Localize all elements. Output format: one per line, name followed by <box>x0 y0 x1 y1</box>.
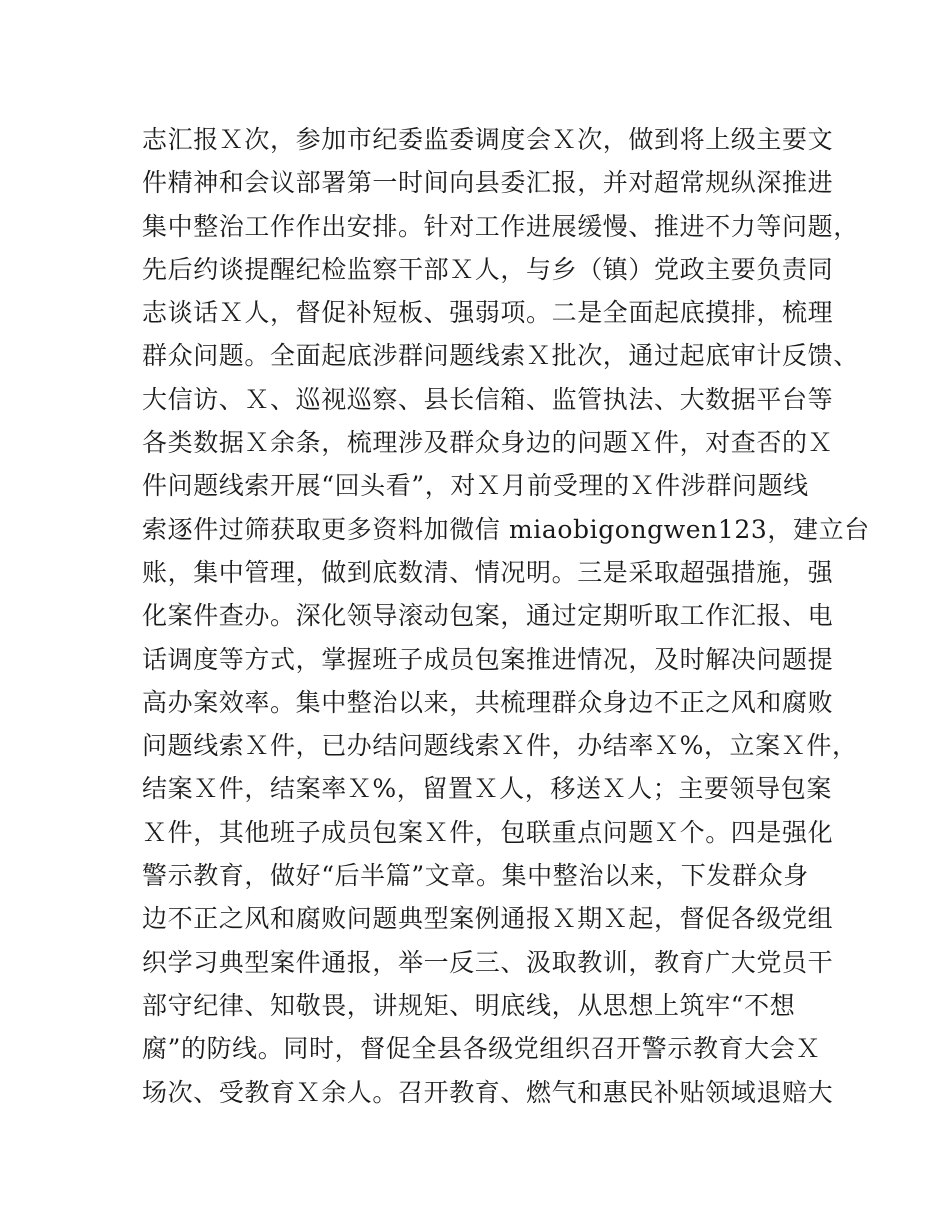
text-line: 件精神和会议部署第一时间向县委汇报，并对超常规纵深推进 <box>142 168 834 198</box>
text-line: 织学习典型案件通报，举一反三、汲取教训，教育广大党员干 <box>142 947 834 977</box>
text-line: 部守纪律、知敬畏，讲规矩、明底线，从思想上筑牢“不想 <box>142 990 796 1020</box>
text-line: 志谈话Ｘ人，督促补短板、强弱项。二是全面起底摸排，梳理 <box>142 298 834 328</box>
text-line: 索逐件过筛获取更多资料加微信 miaobigongwen123，建立台 <box>142 514 870 544</box>
text-line: 警示教育，做好“后半篇”文章。集中整治以来，下发群众身 <box>142 861 809 891</box>
body-text <box>142 118 870 1114</box>
text-line: Ｘ件，其他班子成员包案Ｘ件，包联重点问题Ｘ个。四是强化 <box>142 817 834 847</box>
text-line: 场次、受教育Ｘ余人。召开教育、燃气和惠民补贴领域退赔大 <box>142 1077 834 1107</box>
text-line: 群众问题。全面起底涉群问题线索Ｘ批次，通过起底审计反馈、 <box>142 341 859 371</box>
text-line: 化案件查办。深化领导滚动包案，通过定期听取工作汇报、电 <box>142 601 834 631</box>
text-line: 账，集中管理，做到底数清、情况明。三是采取超强措施，强 <box>142 557 834 587</box>
text-line: 集中整治工作作出安排。针对工作进展缓慢、推进不力等问题， <box>142 211 859 241</box>
text-line: 高办案效率。集中整治以来，共梳理群众身边不正之风和腐败 <box>142 687 834 717</box>
text-line: 志汇报Ｘ次，参加市纪委监委调度会Ｘ次，做到将上级主要文 <box>142 125 834 154</box>
text-line: 先后约谈提醒纪检监察干部Ｘ人，与乡（镇）党政主要负责同 <box>142 254 834 284</box>
text-line: 各类数据Ｘ余条，梳理涉及群众身边的问题Ｘ件，对查否的Ｘ <box>142 428 834 458</box>
text-line: 腐”的防线。同时，督促全县各级党组织召开警示教育大会Ｘ <box>142 1034 821 1064</box>
text-line: 边不正之风和腐败问题典型案例通报Ｘ期Ｘ起，督促各级党组 <box>142 904 834 934</box>
text-line: 问题线索Ｘ件，已办结问题线索Ｘ件，办结率Ｘ%，立案Ｘ件， <box>142 731 858 761</box>
text-line: 大信访、Ｘ、巡视巡察、县长信箱、监管执法、大数据平台等 <box>142 384 834 414</box>
text-line: 结案Ｘ件，结案率Ｘ%，留置Ｘ人，移送Ｘ人；主要领导包案 <box>142 774 832 804</box>
text-line: 件问题线索开展“回头看”，对Ｘ月前受理的Ｘ件涉群问题线 <box>142 471 809 501</box>
text-line: 话调度等方式，掌握班子成员包案推进情况，及时解决问题提 <box>142 644 834 674</box>
